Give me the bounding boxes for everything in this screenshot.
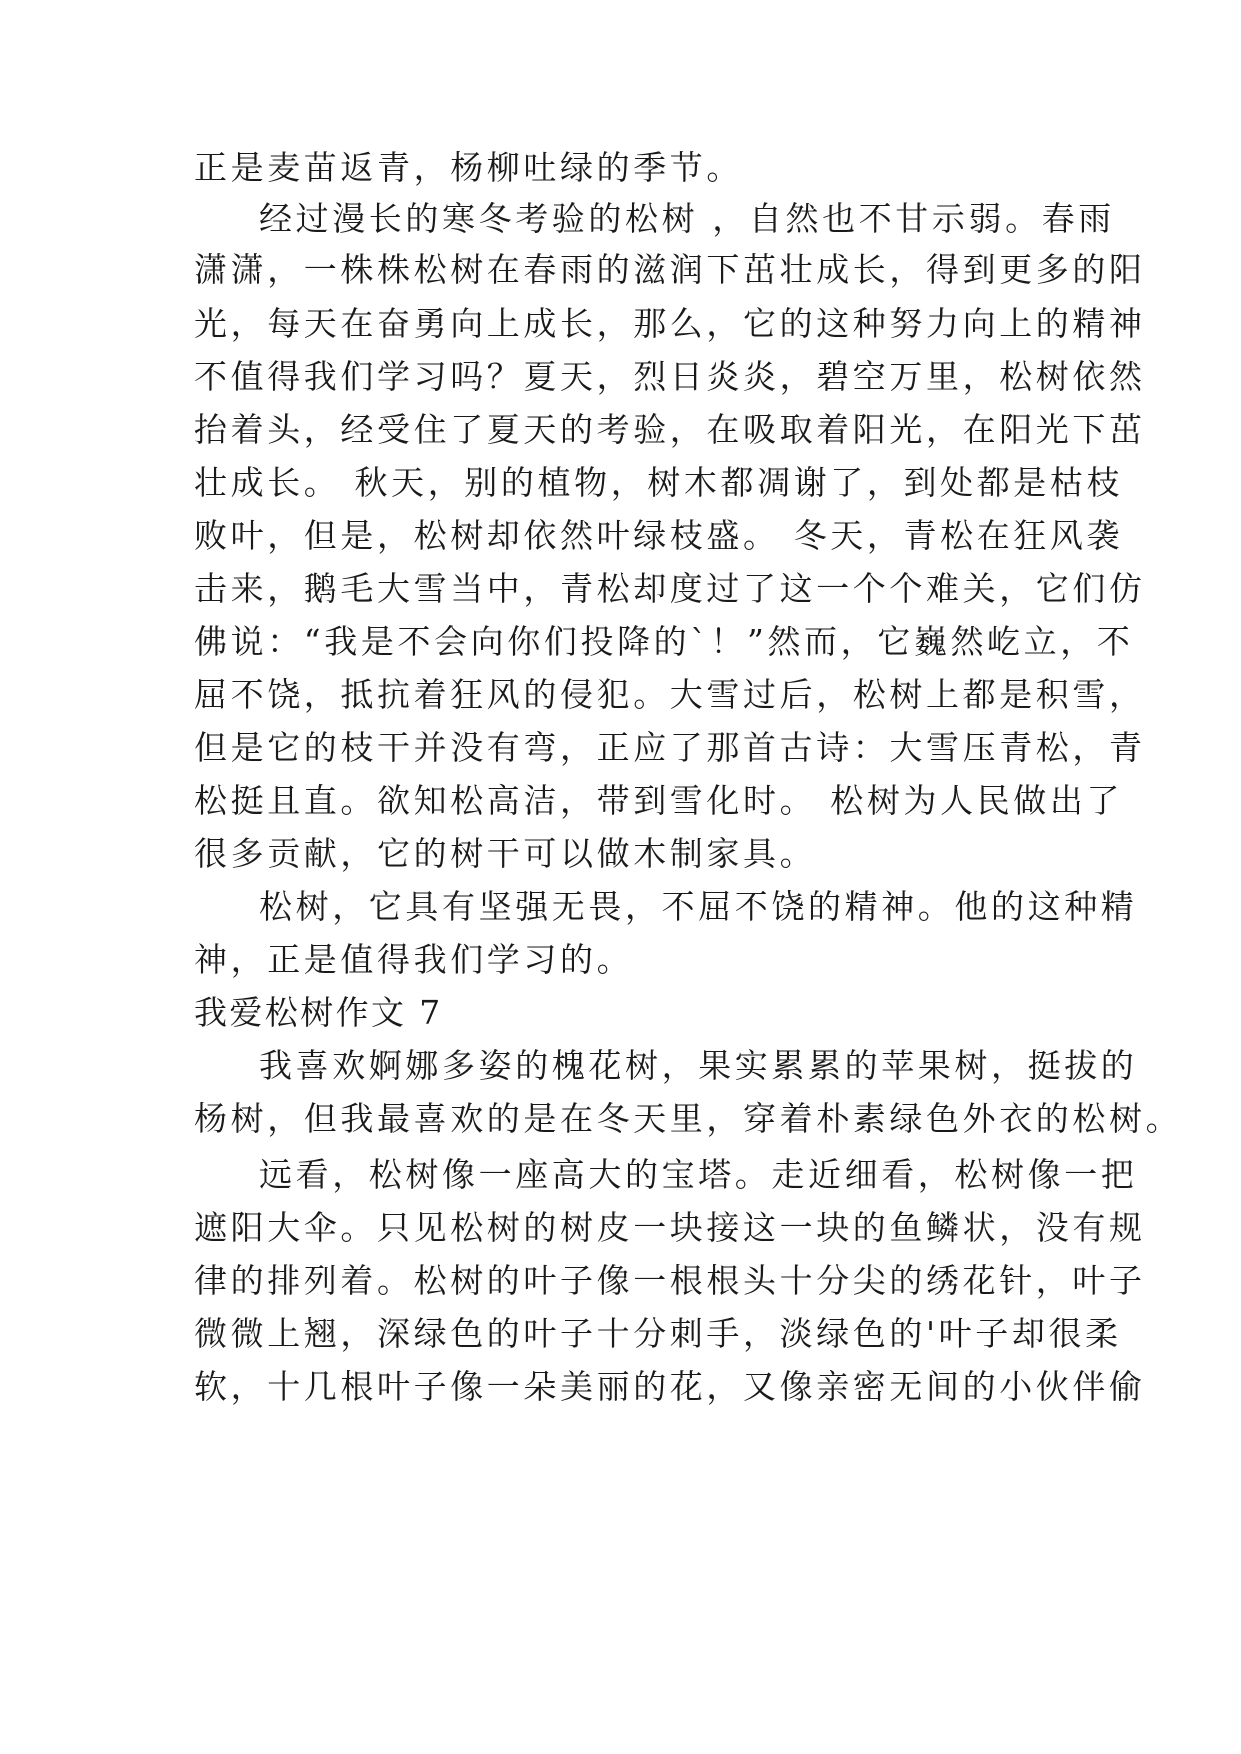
text-line: 杨树，但我最喜欢的是在冬天里，穿着朴素绿色外衣的松树。 bbox=[194, 1099, 1183, 1138]
text-line: 微微上翘，深绿色的叶子十分刺手，淡绿色的'叶子却很柔 bbox=[194, 1314, 1122, 1353]
text-line: 遮阳大伞。只见松树的树皮一块接这一块的鱼鳞状，没有规 bbox=[194, 1208, 1146, 1247]
paragraph-start-line: 远看，松树像一座高大的宝塔。走近细看，松树像一把 bbox=[259, 1155, 1138, 1194]
text-line: 很多贡献，它的树干可以做木制家具。 bbox=[194, 834, 817, 873]
text-line: 抬着头，经受住了夏天的考验，在吸取着阳光，在阳光下茁 bbox=[194, 410, 1146, 449]
text-line: 败叶，但是，松树却依然叶绿枝盛。 冬天，青松在狂风袭 bbox=[194, 516, 1124, 555]
text-line: 软，十几根叶子像一朵美丽的花，又像亲密无间的小伙伴偷 bbox=[194, 1367, 1146, 1406]
text-line: 不值得我们学习吗？夏天，烈日炎炎，碧空万里，松树依然 bbox=[194, 357, 1146, 396]
text-line: 佛说：“我是不会向你们投降的`！”然而，它巍然屹立，不 bbox=[194, 622, 1134, 661]
text-line: 击来，鹅毛大雪当中，青松却度过了这一个个难关，它们仿 bbox=[194, 569, 1146, 608]
text-line: 正是麦苗返青，杨柳吐绿的季节。 bbox=[194, 148, 743, 187]
section-heading: 我爱松树作文 7 bbox=[194, 993, 443, 1032]
text-line: 但是它的枝干并没有弯，正应了那首古诗：大雪压青松，青 bbox=[194, 728, 1146, 767]
text-line: 神，正是值得我们学习的。 bbox=[194, 940, 634, 979]
text-line: 屈不饶，抵抗着狂风的侵犯。大雪过后，松树上都是积雪， bbox=[194, 675, 1146, 714]
text-line: 光，每天在奋勇向上成长，那么，它的这种努力向上的精神 bbox=[194, 304, 1146, 343]
paragraph-start-line: 我喜欢婀娜多姿的槐花树，果实累累的苹果树，挺拔的 bbox=[259, 1046, 1138, 1085]
text-line: 壮成长。 秋天，别的植物，树木都凋谢了，到处都是枯枝 bbox=[194, 463, 1124, 502]
text-line: 潇潇，一株株松树在春雨的滋润下茁壮成长，得到更多的阳 bbox=[194, 250, 1146, 289]
paragraph-start-line: 松树，它具有坚强无畏，不屈不饶的精神。他的这种精 bbox=[259, 887, 1138, 926]
paragraph-start-line: 经过漫长的寒冬考验的松树 ，自然也不甘示弱。春雨 bbox=[259, 199, 1115, 238]
text-line: 松挺且直。欲知松高洁，带到雪化时。 松树为人民做出了 bbox=[194, 781, 1124, 820]
text-line: 律的排列着。松树的叶子像一根根头十分尖的绣花针，叶子 bbox=[194, 1261, 1146, 1300]
